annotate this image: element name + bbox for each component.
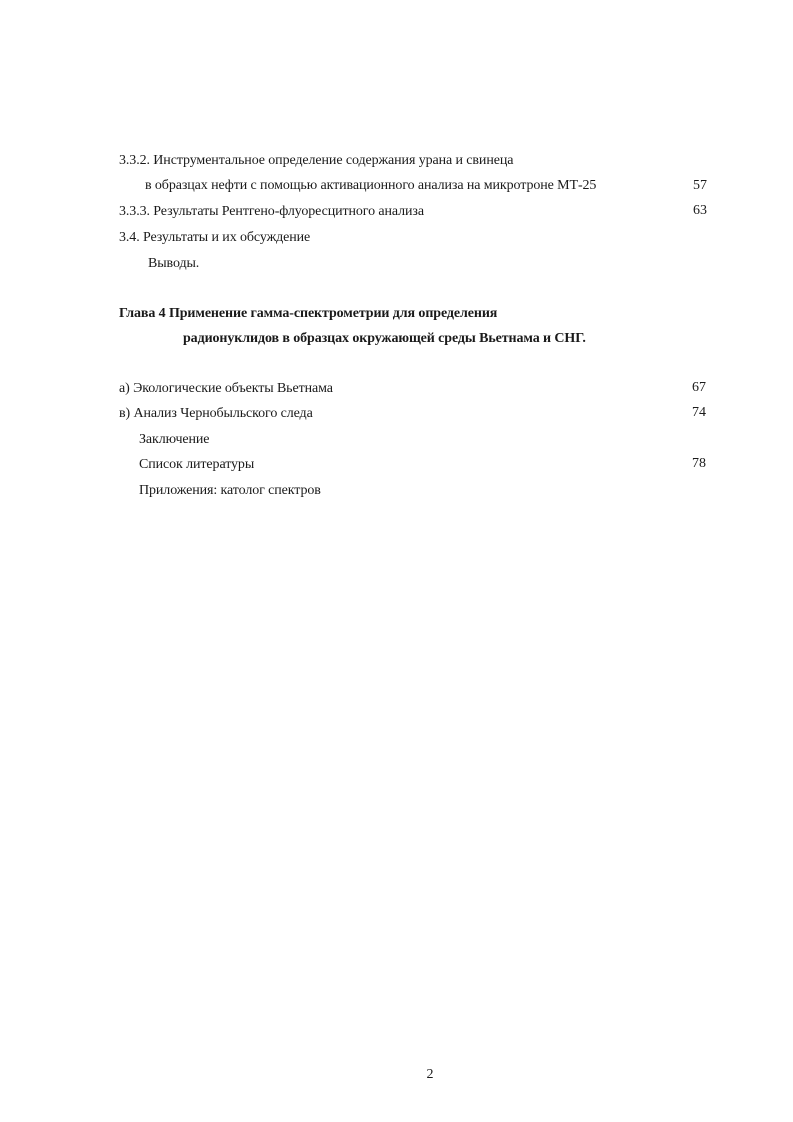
toc-entry-3-3-2-title: 3.3.2. Инструментальное определение содержания урана и свинеца [119, 153, 514, 168]
chapter-4-heading: Глава 4 Применение гамма-спектрометрии для определения [119, 306, 498, 321]
toc-entry-conclusion: Заключение [139, 432, 210, 447]
toc-entry-b: в) Анализ Чернобыльского следа [119, 406, 313, 421]
page-number: 2 [426, 1067, 434, 1082]
toc-page-number: 63 [693, 203, 707, 218]
toc-entry-bibliography: Список литературы [139, 457, 255, 472]
toc-entry-appendix: Приложения: католог спектров [139, 483, 321, 498]
toc-entry-3-3-2-continuation: в образцах нефти с помощью активационного анализа на микротроне МТ-25 [145, 178, 597, 193]
chapter-4-heading-continuation: радионуклидов в образцах окружающей среды Вьетнама и СНГ. [183, 331, 586, 346]
toc-page-number: 67 [692, 380, 706, 395]
toc-entry-conclusions: Выводы. [148, 256, 200, 271]
toc-entry-a: а) Экологические объекты Вьетнама [119, 381, 333, 396]
toc-entry-3-3-3: 3.3.3. Результаты Рентгено-флуоресцитного анализа [119, 204, 424, 219]
toc-page-number: 74 [692, 405, 706, 420]
toc-page-number: 57 [693, 178, 707, 193]
toc-page-number: 78 [692, 456, 706, 471]
toc-entry-3-4: 3.4. Результаты и их обсуждение [119, 230, 311, 245]
